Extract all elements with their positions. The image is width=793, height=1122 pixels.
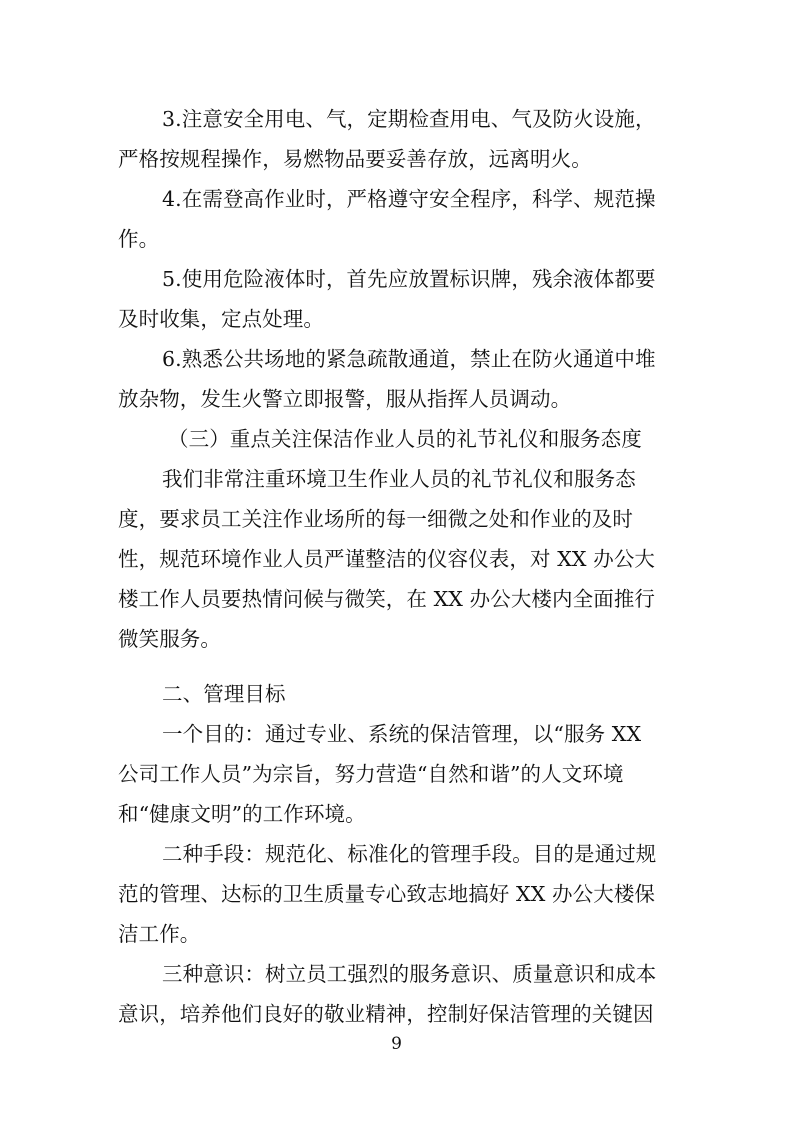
body-line: 作。 <box>118 227 160 251</box>
body-line: 严格按规程操作，易燃物品要妥善存放，远离明火。 <box>118 147 592 171</box>
body-line: 二种手段：规范化、标准化的管理手段。目的是通过规 <box>162 842 657 866</box>
body-line: 6.熟悉公共场地的紧急疏散通道，禁止在防火通道中堆 <box>162 347 656 371</box>
body-line: 范的管理、达标的卫生质量专心致志地搞好 XX 办公大楼保 <box>118 882 656 906</box>
body-line: 三种意识：树立员工强烈的服务意识、质量意识和成本 <box>162 962 657 986</box>
body-line: 及时收集，定点处理。 <box>118 307 324 331</box>
section-heading: 二、管理目标 <box>162 682 286 706</box>
body-line: 洁工作。 <box>118 922 201 946</box>
body-line: 放杂物，发生火警立即报警，服从指挥人员调动。 <box>118 387 572 411</box>
page-number: 9 <box>391 1034 402 1054</box>
body-line: 公司工作人员”为宗旨，努力营造“自然和谐”的人文环境 <box>118 762 624 786</box>
body-line: 度，要求员工关注作业场所的每一细微之处和作业的及时 <box>118 507 633 531</box>
body-line: 和“健康文明”的工作环境。 <box>118 802 366 826</box>
body-line: 5.使用危险液体时，首先应放置标识牌，残余液体都要 <box>162 267 656 291</box>
body-line: 3.注意安全用电、气，定期检查用电、气及防火设施， <box>162 107 656 131</box>
body-line: 楼工作人员要热情问候与微笑，在 XX 办公大楼内全面推行 <box>118 587 656 611</box>
section-subheading: （三）重点关注保洁作业人员的礼节礼仪和服务态度 <box>168 427 642 451</box>
body-line: 一个目的：通过专业、系统的保洁管理，以“服务 XX <box>162 722 642 746</box>
body-line: 性，规范环境作业人员严谨整洁的仪容仪表，对 XX 办公大 <box>118 547 656 571</box>
body-line: 微笑服务。 <box>118 627 221 651</box>
body-line: 4.在需登高作业时，严格遵守安全程序，科学、规范操 <box>162 187 656 211</box>
body-line: 我们非常注重环境卫生作业人员的礼节礼仪和服务态 <box>162 467 636 491</box>
body-line: 意识，培养他们良好的敬业精神，控制好保洁管理的关键因 <box>118 1002 654 1026</box>
